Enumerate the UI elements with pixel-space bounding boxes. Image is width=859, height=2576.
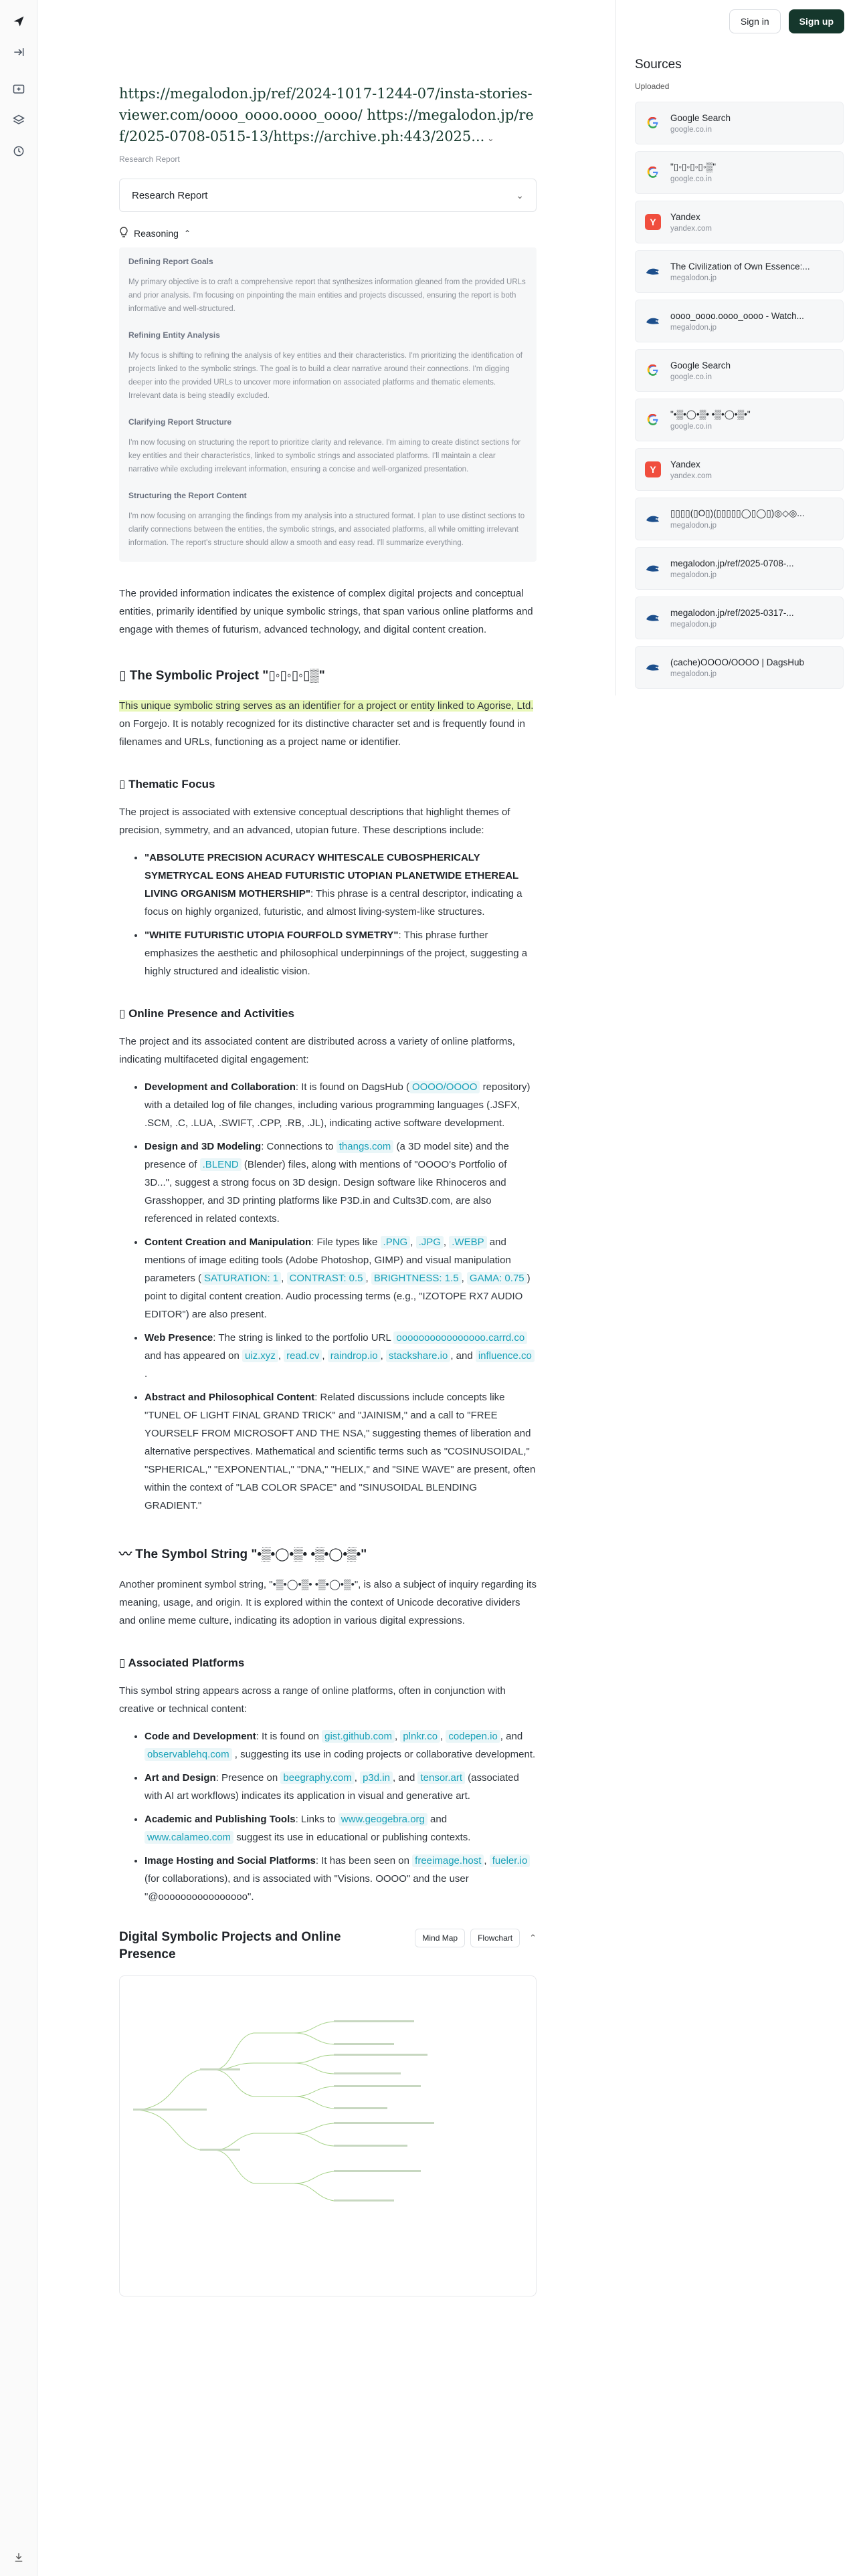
source-link[interactable]: influence.co — [476, 1350, 535, 1362]
source-link[interactable]: BRIGHTNESS: 1.5 — [371, 1272, 462, 1285]
item-text: : File types like — [311, 1237, 381, 1248]
tab-flowchart[interactable]: Flowchart — [470, 1929, 520, 1947]
google-icon — [645, 165, 661, 181]
source-link[interactable]: p3d.in — [360, 1772, 393, 1784]
section-heading: ▯ Associated Platforms — [119, 1656, 245, 1669]
left-rail — [0, 0, 37, 2576]
item-text: : It has been seen on — [315, 1855, 413, 1866]
list-item: • Image Hosting and Social Platforms: It has been seen on freeimage.host , fueler.io (for collaborations), and is associated with "Visions. OOOO" and the user "@oooooooooooooooo". — [145, 1852, 537, 1906]
list-item — [145, 1138, 537, 1228]
item-text: suggest its use in educational or publishing contexts. — [233, 1832, 471, 1843]
reasoning-step-text: My focus is shifting to refining the analysis of key entities and their characteristics. I'm prioritizing the identification of projects linked to the symbolic strings. The goal is to build a clear narrative around their connections. I'm digging deeper into the provided URLs to uncover more information on associated platforms and thematic elements. Irrelevant data is being steadily excluded. — [128, 352, 522, 400]
item-text: : It is found on DagsHub ( — [295, 1081, 409, 1093]
source-title: ▯▯▯▯(▯O▯)(▯▯▯▯▯◯▯◯▯)◎◇◎... — [670, 508, 805, 518]
source-link[interactable]: observablehq.com — [145, 1748, 232, 1761]
item-text: : Links to — [295, 1814, 339, 1825]
item-bold: Development and Collaboration — [145, 1081, 296, 1093]
mindmap-graphic — [120, 1976, 536, 2296]
item-text: : Presence on — [215, 1772, 281, 1784]
section-paragraph: The project is associated with extensive conceptual descriptions that highlight themes of precision, symmetry, and an advanced, utopian future. These descriptions include: — [119, 807, 510, 836]
section-heading: ▯ The Symbolic Project "▯◦▯◦▯◦▯▒" — [119, 669, 325, 683]
megalodon-icon — [645, 511, 661, 527]
list-item — [145, 1388, 537, 1515]
source-title: Yandex — [670, 211, 700, 222]
item-text: repository) with a detailed log of file changes, including various programming languages (.JSFX, .SCM, .C, .LUA, .SWIFT, .CPP, .RB, .JL), indicating active software development. — [145, 1081, 531, 1129]
item-text: : Connections to — [261, 1141, 337, 1152]
item-text: and has appeared on — [145, 1350, 242, 1362]
mindmap-title: Digital Symbolic Projects and Online Presence — [119, 1930, 341, 1961]
item-text: , and — [450, 1350, 476, 1362]
reasoning-step-title: Clarifying Report Structure — [128, 417, 232, 427]
source-item[interactable] — [635, 597, 844, 639]
thematic-list — [119, 849, 537, 980]
source-domain: yandex.com — [670, 224, 712, 233]
page-subtitle: Research Report — [119, 154, 180, 164]
list-item — [145, 926, 537, 980]
source-text — [670, 459, 834, 480]
history-icon[interactable] — [11, 143, 27, 159]
source-text — [670, 608, 834, 629]
mindmap-header — [119, 1929, 537, 1963]
list-item — [145, 849, 537, 921]
source-text — [670, 162, 834, 183]
platforms-list — [119, 1727, 537, 1906]
main-content — [119, 83, 537, 2296]
section-heading: 〰 The Symbol String "•▒•◯•▒• •▒•◯•▒•" — [119, 1547, 367, 1562]
download-icon[interactable] — [9, 2548, 28, 2567]
source-link[interactable]: gist.github.com — [322, 1730, 395, 1743]
source-link[interactable]: thangs.com — [337, 1140, 394, 1153]
item-text: (a 3D model site) and the presence of — [145, 1141, 509, 1170]
paragraph-text: on Forgejo. It is notably recognized for its distinctive character set and is frequently found in filenames and URLs, functioning as a project name or identifier. — [119, 718, 525, 748]
source-link[interactable]: GAMA: 0.75 — [467, 1272, 527, 1285]
item-text: : It is found on — [256, 1731, 322, 1742]
section-paragraph — [119, 697, 537, 751]
lightbulb-icon — [119, 227, 128, 239]
source-title: The Civilization of Own Essence:... — [670, 261, 810, 272]
source-link[interactable]: OOOO/OOOO — [409, 1081, 480, 1093]
reasoning-step-title: Structuring the Report Content — [128, 491, 247, 500]
item-text: , suggesting its use in coding projects or collaborative development. — [231, 1749, 536, 1760]
source-link[interactable]: beegraphy.com — [280, 1772, 354, 1784]
sign-in-button[interactable]: Sign in — [729, 9, 781, 33]
chevron-down-icon: ⌄ — [516, 189, 524, 201]
source-item[interactable] — [635, 102, 844, 144]
source-domain: megalodon.jp — [670, 620, 717, 629]
source-text — [670, 113, 834, 134]
source-link[interactable]: www.calameo.com — [145, 1831, 233, 1844]
source-link[interactable]: raindrop.io — [328, 1350, 381, 1362]
expand-sidebar-icon[interactable] — [11, 44, 27, 60]
report-content — [119, 584, 537, 2296]
source-link[interactable]: .JPG — [416, 1236, 444, 1249]
source-link[interactable]: .BLEND — [200, 1158, 242, 1171]
layers-icon[interactable] — [11, 112, 27, 128]
source-title: megalodon.jp/ref/2025-0317-... — [670, 607, 794, 618]
reasoning-label: Reasoning — [134, 227, 179, 239]
sources-title: Sources — [635, 58, 682, 72]
highlighted-text[interactable]: This unique symbolic string serves as an identifier for a project or entity linked to Agorise, Ltd. — [119, 700, 534, 712]
google-icon — [645, 362, 661, 379]
list-item: • Art and Design: Presence on beegraphy.com , p3d.in , and tensor.art (associated with AI art workflows) indicates its application in visual and generative art. — [145, 1769, 537, 1805]
source-title: (cache)OOOO/OOOO | DagsHub — [670, 657, 805, 667]
item-bold: Art and Design — [145, 1772, 216, 1784]
source-link[interactable]: uiz.xyz — [242, 1350, 278, 1362]
source-item[interactable] — [635, 300, 844, 342]
source-link[interactable]: oooooooooooooooo.carrd.co — [393, 1331, 527, 1344]
new-chat-icon[interactable] — [11, 82, 27, 98]
list-item: • Content Creation and Manipulation: File types like .PNG , .JPG , .WEBP and mentions of image editing tools (Adobe Photoshop, GIMP) and visual manipulation parameters ( SATURATION: 1 , CONTRAST: 0.5 , BRIGHTNESS: 1.5 , GAMA: 0.75 ) point to digital content creation. Audio processing terms (e.g., "IZOTOPE RX7 AUDIO EDITOR") are also present. — [145, 1233, 537, 1323]
source-item[interactable] — [635, 399, 844, 441]
item-bold: Code and Development — [145, 1731, 256, 1742]
sources-list — [635, 102, 844, 695]
reasoning-step-text: I'm now focusing on arranging the findings from my analysis into a structured format. I plan to use distinct sections to clarify connections between the entities, the symbolic strings, and associated platforms, all while omitting irrelevant information. The report's structure should allow a smooth and easy read. I'll summarize everything. — [128, 512, 525, 547]
source-item[interactable] — [635, 498, 844, 540]
source-item[interactable] — [635, 448, 844, 491]
yandex-icon: Y — [645, 461, 661, 477]
item-text: : This phrase further emphasizes the aesthetic and philosophical underpinnings of the project, suggesting a highly structured and idealistic vision. — [145, 930, 528, 977]
source-text — [670, 409, 834, 431]
megalodon-icon — [645, 313, 661, 329]
presence-list — [119, 1078, 537, 1515]
source-title: Yandex — [670, 459, 700, 469]
item-bold: Abstract and Philosophical Content — [145, 1392, 315, 1403]
source-domain: megalodon.jp — [670, 669, 717, 678]
source-text — [670, 657, 834, 678]
source-link[interactable]: fueler.io — [490, 1854, 531, 1867]
source-domain: google.co.in — [670, 125, 712, 134]
item-text: (Blender) files, along with mentions of "OOOO's Portfolio of 3D...", suggest a strong focus on 3D design. Design software like Rhinoceros and Grasshopper, and 3D printing platforms like P3D.in and Cults3D.com, are also referenced in related contexts. — [145, 1159, 507, 1224]
item-text: and — [427, 1814, 448, 1825]
google-icon — [645, 115, 661, 131]
source-text — [670, 360, 834, 381]
item-text: : The string is linked to the portfolio URL — [213, 1332, 394, 1344]
item-text: : Related discussions include concepts like "TUNEL OF LIGHT FINAL GRAND TRICK" and "JAINISM," and a call to "FREE YOURSELF FROM MICROSOFT AND THE NSA," suggesting themes of liberation and alternative perspectives. Mathematical and scientific terms such as "COSINUSOIDAL," "SPHERICAL," "EXPONENTIAL," "DNA," "HELIX," and "SINE WAVE" are present, often within the context of "LAB COLOR SPACE" and "SINUSOIDAL BLENDING GRADIENT." — [145, 1392, 536, 1511]
report-type-select[interactable] — [119, 179, 537, 212]
source-link[interactable]: read.cv — [284, 1350, 322, 1362]
list-item — [145, 1810, 537, 1846]
section-heading: ▯ Online Presence and Activities — [119, 1007, 294, 1020]
reasoning-step-title: Refining Entity Analysis — [128, 330, 220, 340]
page-title[interactable] — [119, 83, 537, 149]
section-paragraph: The project and its associated content are distributed across a variety of online platforms, indicating multifaceted digital engagement: — [119, 1036, 515, 1065]
source-domain: megalodon.jp — [670, 570, 717, 579]
app-logo-icon[interactable] — [11, 13, 27, 29]
item-bold: Academic and Publishing Tools — [145, 1814, 296, 1825]
mindmap-tabs — [415, 1929, 537, 1947]
source-text — [670, 508, 834, 530]
tab-mind-map[interactable]: Mind Map — [415, 1929, 465, 1947]
reasoning-step-title: Defining Report Goals — [128, 257, 213, 266]
item-text: ) point to digital content creation. Audio processing terms (e.g., "IZOTOPE RX7 AUDIO EDITOR") are also present. — [145, 1273, 531, 1320]
source-domain: yandex.com — [670, 471, 712, 480]
source-title: megalodon.jp/ref/2025-0708-... — [670, 558, 794, 568]
section-paragraph: Another prominent symbol string, "•▒•◯•▒• •▒•◯•▒•", is also a subject of inquiry regarding its meaning, usage, and origin. It is explored within the context of Unicode decorative dividers and online meme culture, indicating its adoption in various digital expressions. — [119, 1579, 537, 1626]
source-link[interactable]: plnkr.co — [400, 1730, 440, 1743]
source-link[interactable]: codepen.io — [446, 1730, 500, 1743]
source-link[interactable]: www.geogebra.org — [339, 1813, 427, 1826]
source-link[interactable]: stackshare.io — [386, 1350, 450, 1362]
megalodon-icon — [645, 560, 661, 576]
source-text — [670, 558, 834, 579]
source-domain: megalodon.jp — [670, 274, 717, 282]
reasoning-toggle[interactable] — [119, 227, 537, 239]
source-domain: google.co.in — [670, 423, 712, 431]
chevron-up-icon[interactable]: ⌃ — [529, 1933, 537, 1943]
source-text — [670, 311, 834, 332]
source-title: Google Search — [670, 360, 731, 370]
chevron-up-icon: ⌃ — [183, 228, 191, 238]
list-item — [145, 1078, 537, 1132]
source-domain: google.co.in — [670, 175, 712, 183]
item-bold: Image Hosting and Social Platforms — [145, 1855, 316, 1866]
reasoning-step-text: My primary objective is to craft a comprehensive report that synthesizes information gleaned from the provided URLs and prior analysis. I'm focusing on pinpointing the main entities and projects discussed, ensuring the report is both informative and well-structured. — [128, 278, 526, 313]
item-bold: "WHITE FUTURISTIC UTOPIA FOURFOLD SYMETRY" — [145, 930, 399, 941]
sources-panel — [615, 0, 859, 695]
list-item: • Web Presence: The string is linked to the portfolio URL oooooooooooooooo.carrd.co and has appeared on uiz.xyz , read.cv , raindrop.io , stackshare.io , and influence.co . — [145, 1329, 537, 1383]
source-link[interactable]: .PNG — [381, 1236, 411, 1249]
intro-paragraph: The provided information indicates the existence of complex digital projects and conceptual entities, primarily identified by unique symbolic strings, that span various online platforms and engage with themes of futurism, advanced technology, and digital content creation. — [119, 588, 533, 635]
item-bold: Content Creation and Manipulation — [145, 1237, 312, 1248]
source-link[interactable]: SATURATION: 1 — [201, 1272, 281, 1285]
page-title-text: https://megalodon.jp/ref/2024-1017-1244-07/insta-stories-viewer.com/oooo_oooo.oooo_oooo/ https://megalodon.jp/ref/2025-0708-0515-13/https://archive.ph:443/2025... — [119, 86, 534, 144]
chevron-down-icon[interactable]: ⌄ — [487, 134, 494, 143]
item-text: and mentions of image editing tools (Adobe Photoshop, GIMP) and visual manipulation parameters ( — [145, 1237, 511, 1284]
reasoning-panel — [119, 247, 537, 562]
section-heading: ▯ Thematic Focus — [119, 778, 215, 790]
report-type-value: Research Report — [132, 189, 208, 201]
source-item[interactable] — [635, 250, 844, 293]
source-title: "▯◦▯◦▯◦▯◦▒" — [670, 162, 717, 172]
mindmap-canvas[interactable] — [119, 1975, 537, 2296]
item-text: . — [145, 1368, 148, 1380]
section-paragraph: This symbol string appears across a range of online platforms, often in conjunction with creative or technical content: — [119, 1685, 506, 1715]
source-title: oooo_oooo.oooo_oooo - Watch... — [670, 310, 804, 321]
item-bold: Design and 3D Modeling — [145, 1141, 262, 1152]
source-link[interactable]: freeimage.host — [412, 1854, 484, 1867]
source-item[interactable] — [635, 201, 844, 243]
megalodon-icon — [645, 659, 661, 675]
source-title: Google Search — [670, 112, 731, 123]
source-text — [670, 261, 834, 282]
item-text: : This phrase is a central descriptor, indicating a focus on highly organized, futuristic, and almost living-system-like structures. — [145, 888, 522, 918]
item-bold: "ABSOLUTE PRECISION ACURACY WHITESCALE CUBOSPHERICALY SYMETRYCAL EONS AHEAD FUTURISTIC UTOPIAN PLANETWIDE ETHEREAL LIVING ORGANISM MOTHERSHIP" — [145, 852, 518, 899]
list-item: • Code and Development: It is found on gist.github.com , plnkr.co , codepen.io , and observablehq.com , suggesting its use in coding projects or collaborative development. — [145, 1727, 537, 1763]
source-domain: megalodon.jp — [670, 522, 717, 530]
megalodon-icon — [645, 610, 661, 626]
yandex-icon: Y — [645, 214, 661, 230]
item-text: , and — [392, 1772, 418, 1784]
source-link[interactable]: .WEBP — [449, 1236, 486, 1249]
item-text: (for collaborations), and is associated with "Visions. OOOO" and the user "@oooooooooooooooo". — [145, 1873, 469, 1903]
megalodon-icon — [645, 263, 661, 280]
sign-up-button[interactable]: Sign up — [789, 9, 844, 33]
source-item[interactable] — [635, 349, 844, 392]
source-domain: google.co.in — [670, 372, 712, 381]
item-text: , and — [500, 1731, 523, 1742]
source-item[interactable] — [635, 646, 844, 689]
source-item[interactable] — [635, 151, 844, 194]
item-bold: Web Presence — [145, 1332, 213, 1344]
source-text — [670, 212, 834, 233]
source-link[interactable]: CONTRAST: 0.5 — [287, 1272, 366, 1285]
google-icon — [645, 412, 661, 428]
source-title: "•▒•◯•▒• •▒•◯•▒•" — [670, 409, 751, 419]
sources-subtitle: Uploaded — [635, 82, 670, 91]
source-item[interactable] — [635, 547, 844, 590]
reasoning-step-text: I'm now focusing on structuring the report to prioritize clarity and relevance. I'm aiming to create distinct sections for key entities and their characteristics, linked to symbolic strings and associated platforms. I'll maintain a clear narrative while excluding irrelevant information, ensuring a concise and well-organized presentation. — [128, 439, 521, 473]
source-link[interactable]: tensor.art — [417, 1772, 465, 1784]
source-domain: megalodon.jp — [670, 323, 717, 332]
item-text: (associated with AI art workflows) indicates its application in visual and generative art. — [145, 1772, 519, 1802]
